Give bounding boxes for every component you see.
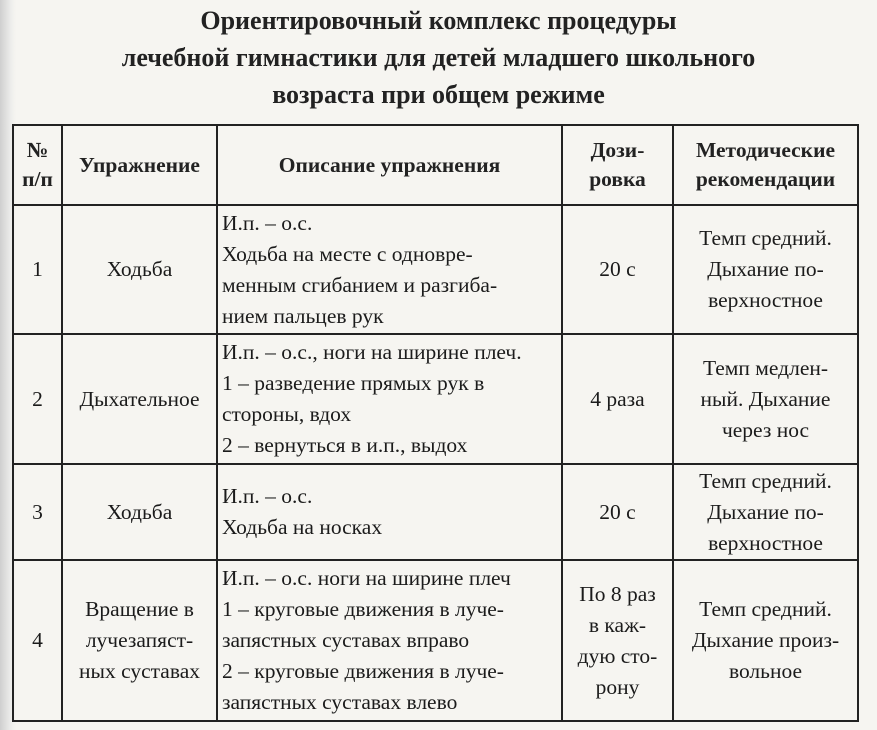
- cell-description-line: Ходьба на месте с одновре-: [222, 241, 473, 266]
- cell-recommendations-line: Дыхание по-: [707, 499, 824, 524]
- cell-exercise: [62, 205, 217, 334]
- cell-number: 3: [13, 464, 62, 560]
- cell-dosage-line: По 8 раз: [579, 581, 656, 606]
- cell-description-line: И.п. – о.с.: [222, 210, 313, 235]
- cell-description-line: менным сгибанием и разгиба-: [222, 272, 498, 297]
- cell-recommendations-line: Темп средний.: [699, 468, 832, 493]
- cell-description-line: И.п. – о.с.: [222, 484, 313, 508]
- cell-dosage-line: 20 с: [599, 499, 636, 524]
- cell-description-line: запястных суставах вправо: [222, 628, 470, 652]
- document-title: [0, 2, 877, 113]
- cell-recommendations-line: Темп медлен-: [702, 355, 829, 380]
- cell-recommendations: [673, 560, 858, 721]
- cell-description-line: стороны, вдох: [222, 402, 352, 426]
- table-row: [13, 464, 858, 560]
- header-dosage: Дози- ровка: [562, 125, 673, 205]
- cell-exercise-line: Дыхательное: [79, 386, 200, 411]
- table-row: [13, 334, 858, 464]
- cell-exercise-line: Вращение в: [85, 597, 194, 621]
- cell-recommendations-line: Темп средний.: [699, 226, 832, 250]
- cell-description: [217, 205, 562, 334]
- cell-dosage: [562, 334, 673, 464]
- cell-description-line: 1 – разведение прямых рук в: [222, 371, 485, 395]
- cell-exercise: [62, 464, 217, 560]
- cell-recommendations: [673, 334, 858, 464]
- cell-description-line: 2 – круговые движения в луче-: [222, 659, 504, 683]
- cell-number: 2: [13, 334, 62, 464]
- table-header-row: [13, 125, 858, 205]
- cell-recommendations: [673, 205, 858, 334]
- cell-dosage-line: 20 с: [599, 257, 636, 281]
- table-row: [13, 205, 858, 334]
- cell-exercise-line: ных суставах: [79, 659, 200, 683]
- cell-exercise-line: Ходьба: [106, 499, 173, 524]
- cell-description-line: нием пальцев рук: [222, 303, 384, 328]
- cell-recommendations-line: ный. Дыхание: [700, 386, 831, 411]
- cell-description-line: И.п. – о.с., ноги на ширине плеч.: [222, 340, 522, 364]
- title-line: лечебной гимнастики для детей младшего школьного: [121, 43, 756, 72]
- cell-recommendations-line: верхностное: [708, 288, 823, 312]
- cell-description-line: 2 – вернуться в и.п., выдох: [222, 433, 468, 457]
- cell-dosage-line: дую сто-: [577, 643, 658, 668]
- cell-recommendations-line: вольное: [728, 659, 803, 683]
- cell-recommendations-line: через нос: [721, 417, 810, 442]
- header-number: № п/п: [13, 125, 62, 205]
- cell-dosage-line: в каж-: [588, 612, 647, 637]
- cell-description-line: 1 – круговые движения в луче-: [222, 597, 504, 621]
- cell-exercise-line: лучезапяст-: [85, 628, 194, 652]
- header-description: Описание упражнения: [217, 125, 562, 205]
- cell-recommendations-line: Дыхание произ-: [691, 628, 840, 652]
- cell-description: [217, 334, 562, 464]
- cell-description-line: И.п. – о.с. ноги на ширине плеч: [222, 566, 511, 590]
- header-exercise: Упражнение: [62, 125, 217, 205]
- cell-recommendations-line: верхностное: [708, 530, 823, 555]
- cell-description: [217, 464, 562, 560]
- table-row: [13, 560, 858, 721]
- cell-exercise-line: Ходьба: [106, 257, 173, 281]
- cell-dosage: [562, 205, 673, 334]
- cell-description-line: запястных суставах влево: [222, 690, 458, 714]
- cell-description: [217, 560, 562, 721]
- cell-exercise: [62, 560, 217, 721]
- title-line: возраста при общем режиме: [272, 80, 605, 109]
- cell-description-line: Ходьба на носках: [222, 515, 383, 539]
- cell-number: 4: [13, 560, 62, 721]
- cell-dosage-line: 4 раза: [590, 386, 645, 411]
- cell-exercise: [62, 334, 217, 464]
- cell-number: 1: [13, 205, 62, 334]
- cell-recommendations-line: Дыхание по-: [707, 257, 824, 281]
- title-line: Ориентировочный комплекс процедуры: [200, 6, 677, 35]
- header-recommendations: Методические рекомендации: [673, 125, 858, 205]
- cell-dosage-line: рону: [595, 674, 640, 699]
- cell-recommendations-line: Темп средний.: [699, 597, 832, 621]
- exercise-table: [12, 124, 859, 722]
- cell-recommendations: [673, 464, 858, 560]
- cell-dosage: [562, 464, 673, 560]
- cell-dosage: [562, 560, 673, 721]
